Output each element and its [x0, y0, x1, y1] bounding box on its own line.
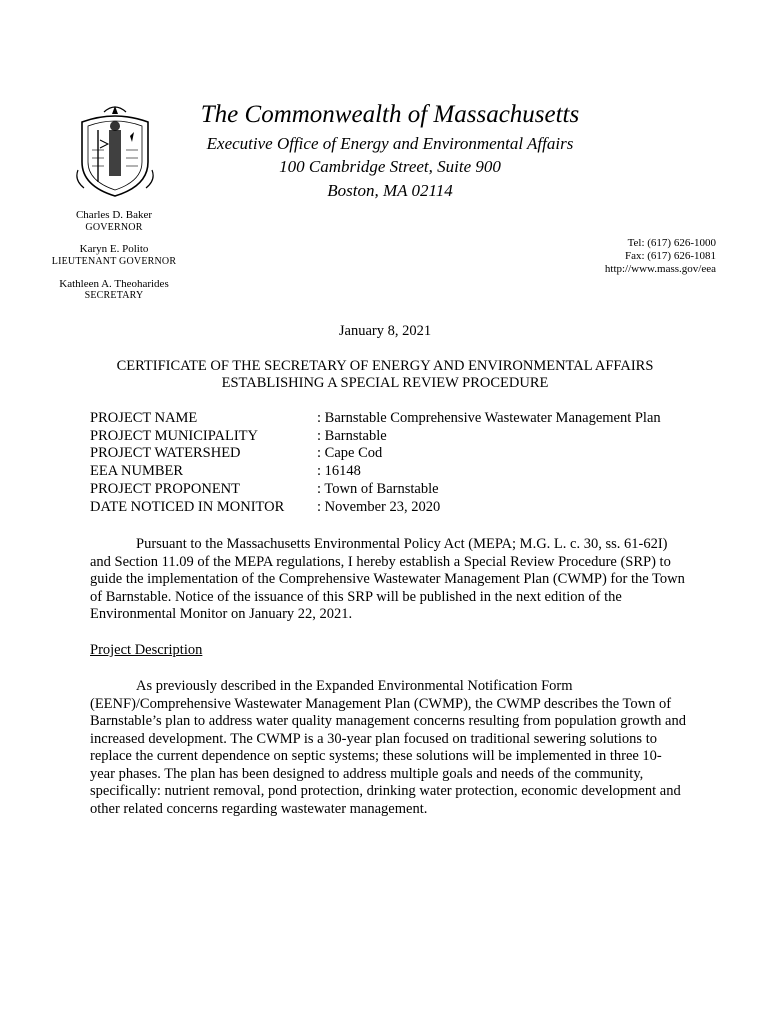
- secretary-name: Kathleen A. Theoharides: [59, 278, 169, 290]
- project-info-row: [90, 428, 661, 446]
- project-info-value: : Barnstable Comprehensive Wastewater Management Plan: [317, 410, 661, 426]
- description-paragraph: [90, 678, 686, 818]
- certificate-title-line1: CERTIFICATE OF THE SECRETARY OF ENERGY AND ENVIRONMENTAL AFFAIRS: [116, 358, 654, 374]
- project-info-row: [90, 410, 661, 428]
- letterhead-address-line2: Boston, MA 02114: [327, 181, 453, 200]
- project-info-row: [90, 499, 661, 517]
- contact-tel: Tel: (617) 626-1000: [627, 237, 716, 249]
- governor-name: Charles D. Baker: [75, 209, 153, 221]
- project-info-value: : November 23, 2020: [317, 498, 441, 515]
- project-info-value: : Barnstable: [317, 427, 387, 444]
- project-info-row: [90, 463, 661, 481]
- certificate-title: [60, 358, 710, 392]
- document-date: January 8, 2021: [338, 323, 432, 339]
- project-info-label: DATE NOTICED IN MONITOR: [90, 498, 285, 515]
- project-info-label: PROJECT PROPONENT: [90, 480, 240, 497]
- project-info-value: : Cape Cod: [317, 445, 383, 462]
- certificate-title-line2: ESTABLISHING A SPECIAL REVIEW PROCEDURE: [221, 375, 549, 391]
- intro-paragraph: [90, 536, 686, 624]
- section-heading-project-description: Project Description: [90, 642, 203, 658]
- lieutenant-governor-title: LIEUTENANT GOVERNOR: [51, 256, 177, 267]
- project-info-label: PROJECT NAME: [90, 410, 198, 426]
- project-info-row: [90, 445, 661, 463]
- letterhead-address-line1: 100 Cambridge Street, Suite 900: [279, 157, 501, 176]
- lieutenant-governor-name: Karyn E. Polito: [79, 243, 149, 255]
- secretary-title: SECRETARY: [84, 290, 144, 301]
- massachusetts-seal-icon: [74, 100, 156, 200]
- contact-fax: Fax: (617) 626-1081: [624, 250, 716, 262]
- project-info-row: [90, 481, 661, 499]
- project-info-value: : Town of Barnstable: [317, 480, 439, 497]
- contact-website-link[interactable]: http://www.mass.gov/eea: [604, 263, 716, 275]
- project-info-label: PROJECT WATERSHED: [90, 445, 241, 462]
- project-info-label: PROJECT MUNICIPALITY: [90, 427, 258, 444]
- description-paragraph-text: As previously described in the Expanded Environmental Notification Form (EENF)/Comprehensive Wastewater Management Plan (CWMP), the CWMP describes the Town of Barnstable’s plan to address water quality management concerns resulting from population growth and increased development. The CWMP is a 30-year plan focused on traditional sewering solutions to replace the current dependence on septic systems; these solutions will be implemented in three 10-year phases. The plan has been designed to address multiple goals and needs of the community, specifically: nutrient removal, pond protection, drinking water protection, economic development and other related concerns regarding wastewater management.: [90, 678, 686, 817]
- project-info-value: : 16148: [317, 463, 361, 480]
- intro-paragraph-text: Pursuant to the Massachusetts Environmental Policy Act (MEPA; M.G. L. c. 30, ss. 61-62I) and Section 11.09 of the MEPA regulations, I hereby establish a Special Review Procedure (SRP) to guide the implementation of the Comprehensive Wastewater Management Plan (CWMP) for the Town of Barnstable. Notice of the issuance of this SRP will be published in the next edition of the Environmental Monitor on January 22, 2021.: [90, 536, 685, 622]
- governor-title: GOVERNOR: [85, 222, 143, 233]
- letterhead-office: Executive Office of Energy and Environmental Affairs: [206, 134, 574, 153]
- letterhead-title: The Commonwealth of Massachusetts: [200, 101, 580, 128]
- project-info-table: [90, 410, 661, 516]
- project-info-label: EEA NUMBER: [90, 463, 184, 480]
